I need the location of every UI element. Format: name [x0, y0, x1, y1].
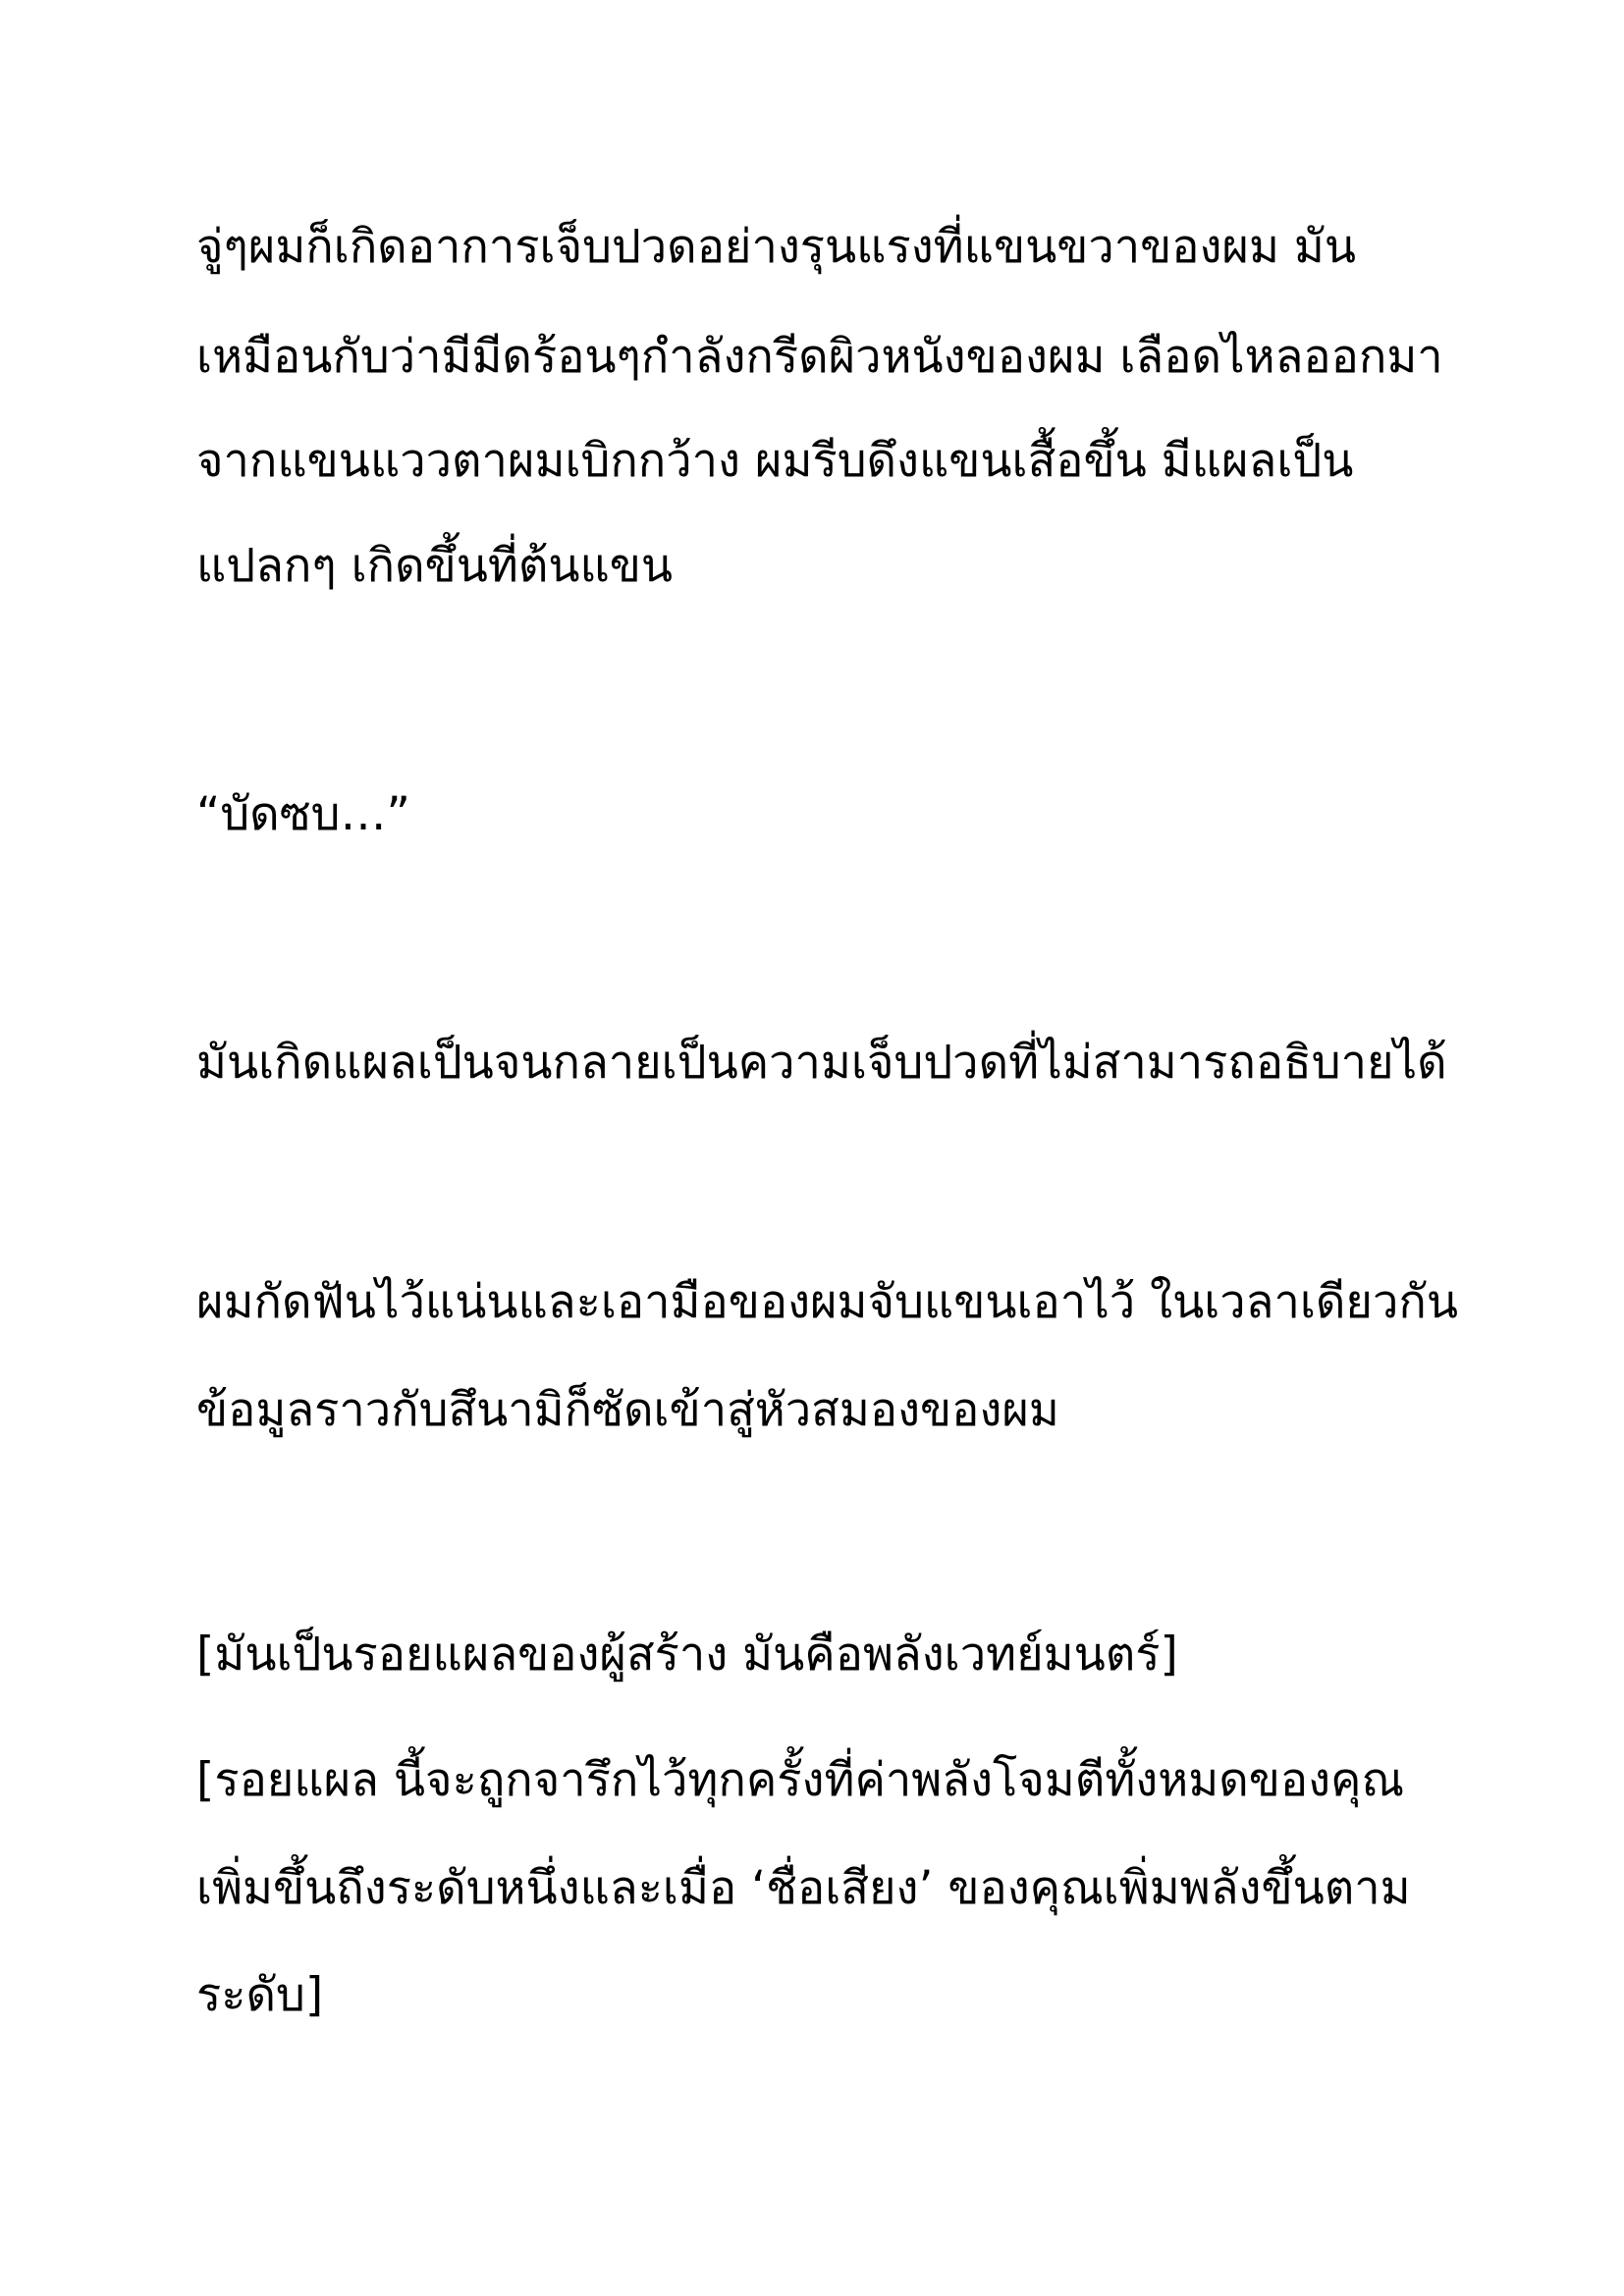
- text-line: จากแขนแววตาผมเบิกกว้าง ผมรีบดึงแขนเสื้อขึ้น มีแผลเป็น: [196, 434, 1354, 488]
- text-line: [รอยแผล นี้จะถูกจารึกไว้ทุกครั้งที่ค่าพลังโจมตีทั้งหมดของคุณ: [196, 1753, 1405, 1807]
- text-line: ข้อมูลราวกับสึนามิก็ซัดเข้าสู่หัวสมองของผม: [196, 1383, 1059, 1437]
- text-line: “บัดซบ…”: [196, 787, 410, 841]
- text-line: ผมกัดฟันไว้แน่นและเอามือของผมจับแขนเอาไว้ ในเวลาเดียวกัน: [196, 1275, 1458, 1329]
- text-line: มันเกิดแผลเป็นจนกลายเป็นความเจ็บปวดที่ไม่สามารถอธิบายได้: [196, 1036, 1447, 1090]
- text-line: แปลกๆ เกิดขึ้นที่ต้นแขน: [196, 539, 674, 593]
- text-line: เหมือนกับว่ามีมีดร้อนๆกำลังกรีดผิวหนังของผม เลือดไหลออกมา: [196, 330, 1443, 384]
- text-line: เพิ่มขึ้นถึงระดับหนึ่งและเมื่อ ‘ชื่อเสียง’ ของคุณเพิ่มพลังขึ้นตาม: [196, 1861, 1411, 1915]
- text-line: ระดับ]: [196, 1968, 324, 2022]
- text-line: [มันเป็นรอยแผลของผู้สร้าง มันคือพลังเวทย์มนตร์]: [196, 1628, 1178, 1682]
- text-line: จู่ๆผมก็เกิดอาการเจ็บปวดอย่างรุนแรงที่แขนขวาของผม มัน: [196, 220, 1356, 274]
